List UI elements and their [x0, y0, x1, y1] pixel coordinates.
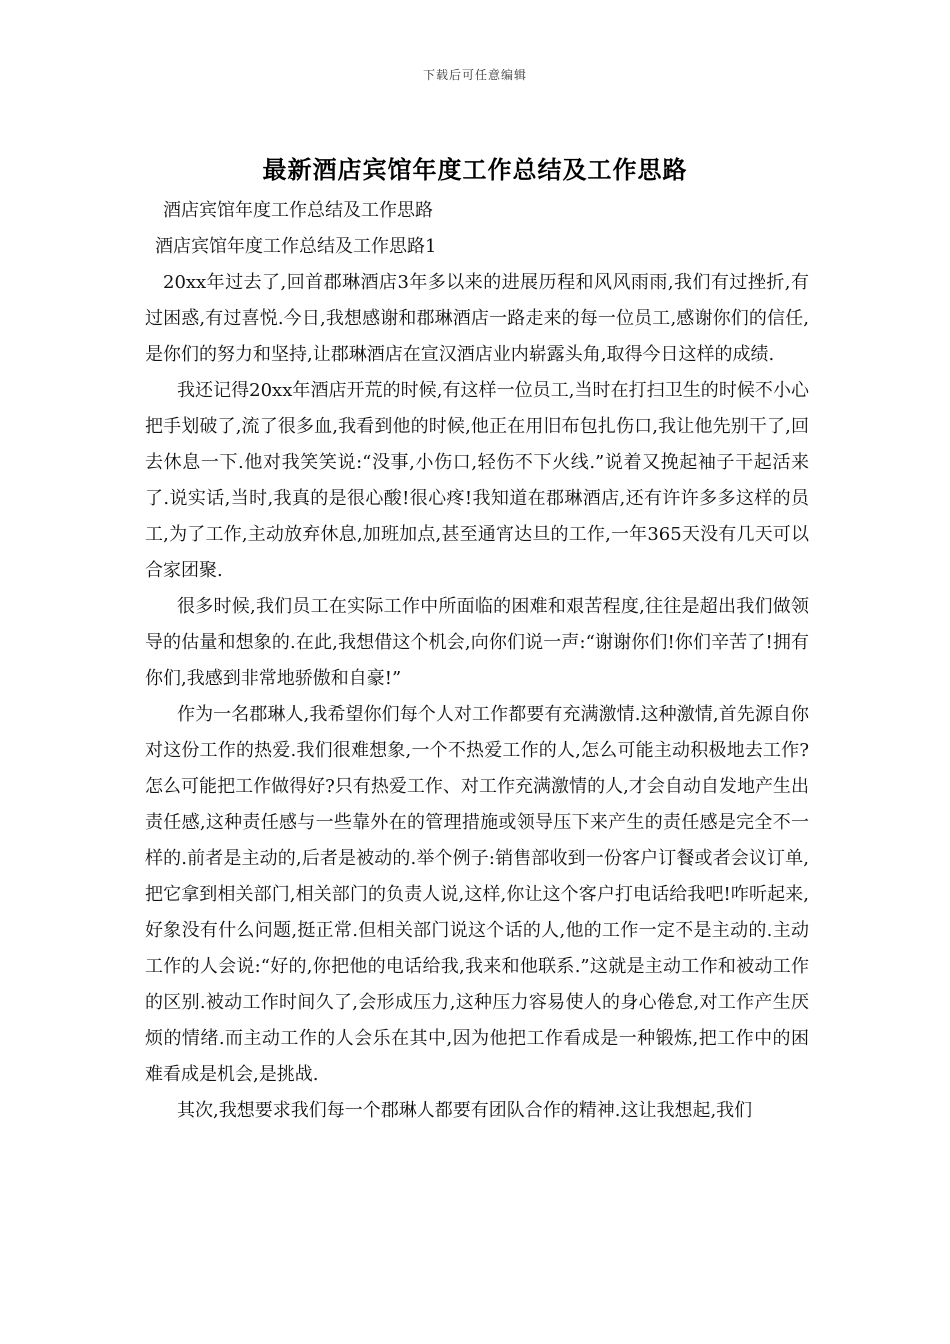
paragraph-3: 很多时候,我们员工在实际工作中所面临的困难和艰苦程度,往往是超出我们做领导的估量和想象的.在此,我想借这个机会,向你们说一声:“谢谢你们!你们辛苦了!拥有你们,我感到非常地骄傲和自豪!” — [145, 596, 809, 689]
header-note: 下载后可任意编辑 — [422, 68, 527, 82]
document-subtitle: 酒店宾馆年度工作总结及工作思路 — [163, 200, 433, 221]
section-heading: 酒店宾馆年度工作总结及工作思路1 — [155, 236, 437, 257]
document-title: 最新酒店宾馆年度工作总结及工作思路 — [262, 155, 688, 184]
paragraph-1: 20xx年过去了,回首郡琳酒店3年多以来的进展历程和风风雨雨,我们有过挫折,有过困惑,有过喜悦.今日,我想感谢和郡琳酒店一路走来的每一位员工,感谢你们的信任,是你们的努力和坚持,让郡琳酒店在宣汉酒店业内崭露头角,取得今日这样的成绩. — [145, 272, 809, 365]
paragraph-4: 作为一名郡琳人,我希望你们每个人对工作都要有充满激情.这种激情,首先源自你对这份工作的热爱.我们很难想象,一个不热爱工作的人,怎么可能主动积极地去工作?怎么可能把工作做得好?只有热爱工作、对工作充满激情的人,才会自动自发地产生出责任感,这种责任感与一些靠外在的管理措施或领导压下来产生的责任感是完全不一样的.前者是主动的,后者是被动的.举个例子:销售部收到一份客户订餐或者会议订单,把它拿到相关部门,相关部门的负责人说,这样,你让这个客户打电话给我吧!咋听起来,好象没有什么问题,挺正常.但相关部门说这个话的人,他的工作一定不是主动的.主动工作的人会说:“好的,你把他的电话给我,我来和他联系.”这就是主动工作和被动工作的区别.被动工作时间久了,会形成压力,这种压力容易使人的身心倦怠,对工作产生厌烦的情绪.而主动工作的人会乐在其中,因为他把工作看成是一种锻炼,把工作中的困难看成是机会,是挑战. — [145, 704, 809, 1085]
document-body — [145, 193, 809, 1129]
paragraph-2: 我还记得20xx年酒店开荒的时候,有这样一位员工,当时在打扫卫生的时候不小心把手划破了,流了很多血,我看到他的时候,他正在用旧布包扎伤口,我让他先别干了,回去休息一下.他对我笑笑说:“没事,小伤口,轻伤不下火线.”说着又挽起袖子干起活来了.说实话,当时,我真的是很心酸!很心疼!我知道在郡琳酒店,还有许许多多这样的员工,为了工作,主动放弃休息,加班加点,甚至通宵达旦的工作,一年365天没有几天可以合家团聚. — [145, 380, 809, 581]
paragraph-5: 其次,我想要求我们每一个郡琳人都要有团队合作的精神.这让我想起,我们 — [177, 1100, 753, 1121]
